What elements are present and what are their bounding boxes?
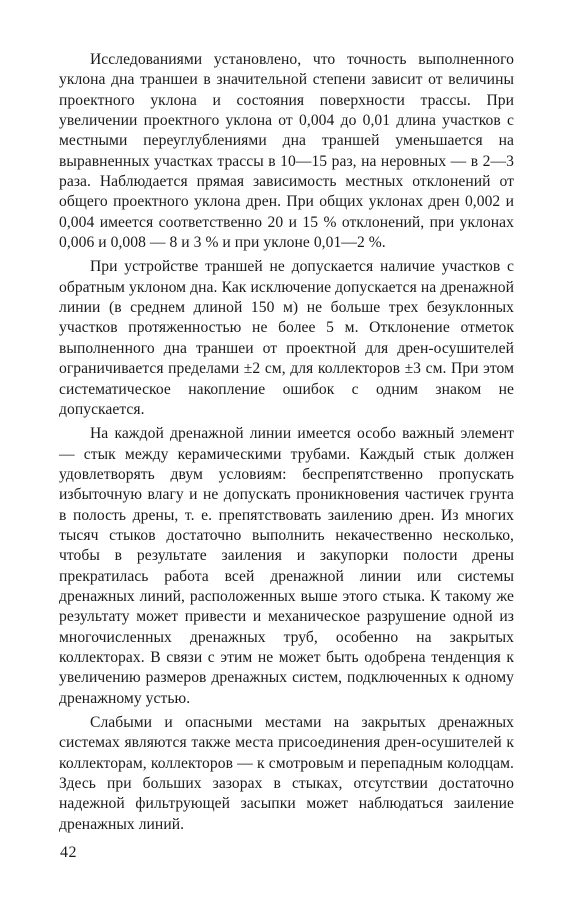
- page-number: 42: [60, 844, 77, 861]
- paragraph-4: Слабыми и опасными местами на закрытых дренажных системах являются также места присоединения дрен-осушителей к коллекторам, коллекторов — к смотровым и перепадным колодцам. Здесь при больших зазорах в стыках, отсутствии достаточно надежной фильтрующей засыпки может наблюдаться заиление дренажных линий.: [59, 714, 514, 833]
- body-text: [59, 50, 514, 835]
- paragraph-1: Исследованиями установлено, что точность выполненного уклона дна траншеи в значительной степени зависит от величины проектного уклона и состояния поверхности трассы. При увеличении проектного уклона от 0,004 до 0,01 длина участков с местными переуглублениями дна траншей уменьшается на выравненных участках трассы в 10—15 раз, на неровных — в 2—3 раза. Наблюдается прямая зависимость местных отклонений от общего проектного уклона дрен. При общих уклонах дрен 0,002 и 0,004 имеется соответственно 20 и 15 % отклонений, при уклонах 0,006 и 0,008 — 8 и 3 % и при уклоне 0,01—2 %.: [59, 51, 514, 252]
- paragraph-3: На каждой дренажной линии имеется особо важный элемент — стык между керамическими трубами. Каждый стык должен удовлетворять двум условиям: беспрепятственно пропускать избыточную влагу и не допускать проникновения частичек грунта в полость дрены, т. е. препятствовать заилению дрен. Из многих тысяч стыков достаточно выполнить некачественно несколько, чтобы в результате заиления и закупорки полости дрены прекратилась работа всей дренажной линии или системы дренажных линий, расположенных выше этого стыка. К такому же результату может привести и механическое разрушение одной из многочисленных дренажных труб, особенно на закрытых коллекторах. В связи с этим не может быть одобрена тенденция к увеличению размеров дренажных систем, подключенных к одному дренажному устью.: [59, 425, 514, 707]
- paragraph-2: При устройстве траншей не допускается наличие участков с обратным уклоном дна. Как исключение допускается на дренажной линии (в среднем длиной 150 м) не больше трех безуклонных участков протяженностью не более 5 м. Отклонение отметок выполненного дна траншеи от проектной для дрен-осушителей ограничивается пределами ±2 см, для коллекторов ±3 см. При этом систематическое накопление ошибок с одним знаком не допускается.: [59, 258, 514, 418]
